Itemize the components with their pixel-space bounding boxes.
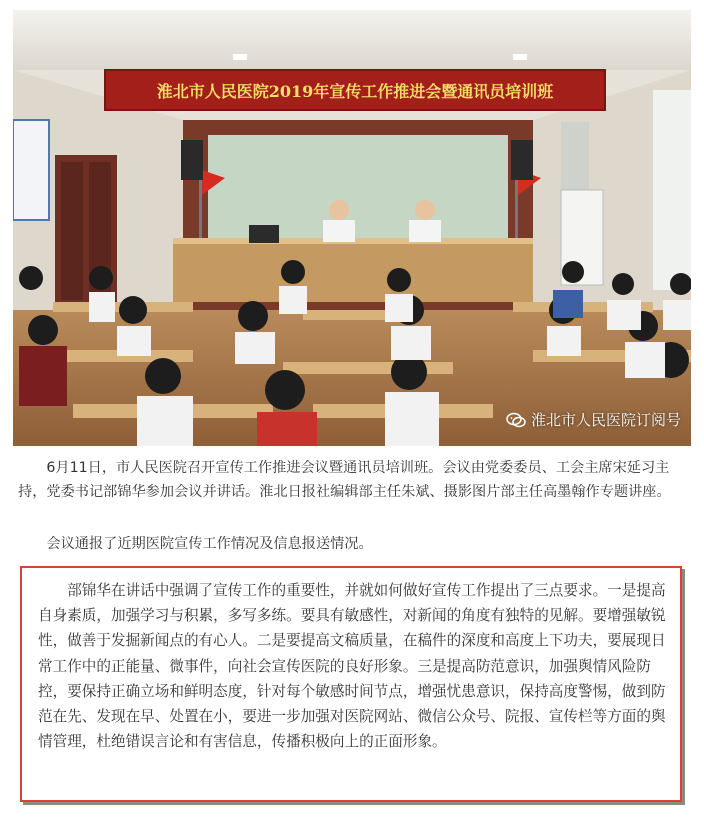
highlight-box	[20, 566, 682, 802]
meeting-scene	[13, 10, 691, 446]
meeting-photo	[13, 10, 691, 446]
watermark-text: 淮北市人民医院订阅号	[530, 411, 681, 429]
article-paragraph-1: 6月11日，市人民医院召开宣传工作推进会议暨通讯员培训班。会议由党委委员、工会主席宋延习主持，党委书记部锦华参加会议并讲话。淮北日报社编辑部主任朱斌、摄影图片部主任高墨翰作专题讲座。	[18, 460, 671, 500]
watermark	[506, 409, 681, 430]
banner-text: 淮北市人民医院2019年宣传工作推进会暨通讯员培训班	[156, 82, 554, 101]
boxed-paragraph: 部锦华在讲话中强调了宣传工作的重要性，并就如何做好宣传工作提出了三点要求。一是提高自身素质，加强学习与积累，多写多练。要具有敏感性，对新闻的角度有独特的见解。要增强敏锐性，做善于发掘新闻点的有心人。二是要提高文稿质量，在稿件的深度和高度上下功夫，要展现日常工作中的正能量、微事件，向社会宣传医院的良好形象。三是提高防范意识，加强舆情风险防控，要保持正确立场和鲜明态度，针对每个敏感时间节点，增强忧患意识，保持高度警惕，做到防范在先、发现在早、处置在小，要进一步加强对医院网站、微信公众号、院报、宣传栏等方面的舆情管理，杜绝错误言论和有害信息，传播积极向上的正面形象。	[38, 582, 666, 751]
wechat-icon	[506, 412, 526, 428]
article-paragraph-2: 会议通报了近期医院宣传工作情况及信息报送情况。	[46, 536, 373, 552]
